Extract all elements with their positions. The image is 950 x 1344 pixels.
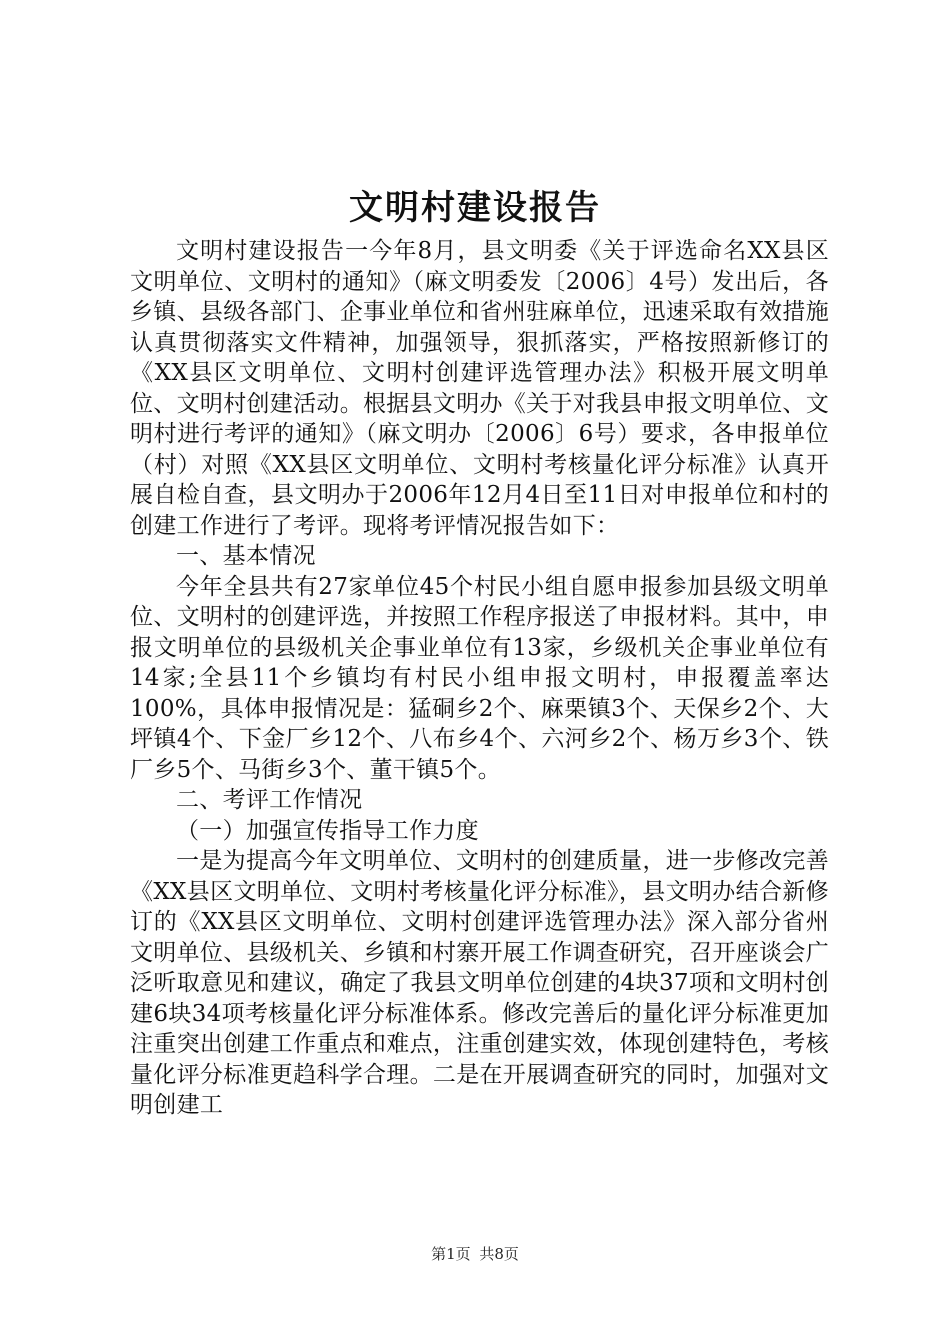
page-footer [0, 1244, 950, 1264]
section-heading-evaluation: 二、考评工作情况 [176, 787, 363, 813]
page-total: 共8页 [479, 1245, 519, 1263]
document-body [130, 236, 829, 1121]
document-title: 文明村建设报告 [349, 188, 601, 228]
paragraph-publicity: 一是为提高今年文明单位、文明村的创建质量，进一步修改完善《XX县区文明单位、文明村考核量化评分标准》，县文明办结合新修订的《XX县区文明单位、文明村创建评选管理办法》深入部分省州文明单位、县级机关、乡镇和村寨开展工作调查研究，召开座谈会广泛听取意见和建议，确定了我县文明单位创建的4块37项和文明村创建6块34项考核量化评分标准体系。修改完善后的量化评分标准更加注重突出创建工作重点和难点，注重创建实效，体现创建特色，考核量化评分标准更趋科学合理。二是在开展调查研究的同时，加强对文明创建工 [130, 848, 829, 1118]
paragraph-intro: 文明村建设报告一今年8月，县文明委《关于评选命名XX县区文明单位、文明村的通知》（麻文明委发〔2006〕4号）发出后，各乡镇、县级各部门、企事业单位和省州驻麻单位，迅速采取有效措施认真贯彻落实文件精神，加强领导，狠抓落实，严格按照新修订的《XX县区文明单位、文明村创建评选管理办法》积极开展文明单位、文明村创建活动。根据县文明办《关于对我县申报文明单位、文明村进行考评的通知》（麻文明办〔2006〕6号）要求，各申报单位（村）对照《XX县区文明单位、文明村考核量化评分标准》认真开展自检自查，县文明办于2006年12月4日至11日对申报单位和村的创建工作进行了考评。现将考评情况报告如下： [130, 238, 829, 539]
subsection-heading-publicity: （一）加强宣传指导工作力度 [176, 817, 479, 844]
paragraph-basic-situation: 今年全县共有27家单位45个村民小组自愿申报参加县级文明单位、文明村的创建评选，并按照工作程序报送了申报材料。其中，申报文明单位的县级机关企事业单位有13家，乡级机关企事业单位有14家;全县11个乡镇均有村民小组申报文明村，申报覆盖率达100%，具体申报情况是：猛硐乡2个、麻栗镇3个、天保乡2个、大坪镇4个、下金厂乡12个、八布乡4个、六河乡2个、杨万乡3个、铁厂乡5个、马街乡3个、董干镇5个。 [130, 573, 829, 783]
section-heading-basic: 一、基本情况 [176, 543, 316, 569]
page-number: 第1页 [431, 1245, 471, 1263]
